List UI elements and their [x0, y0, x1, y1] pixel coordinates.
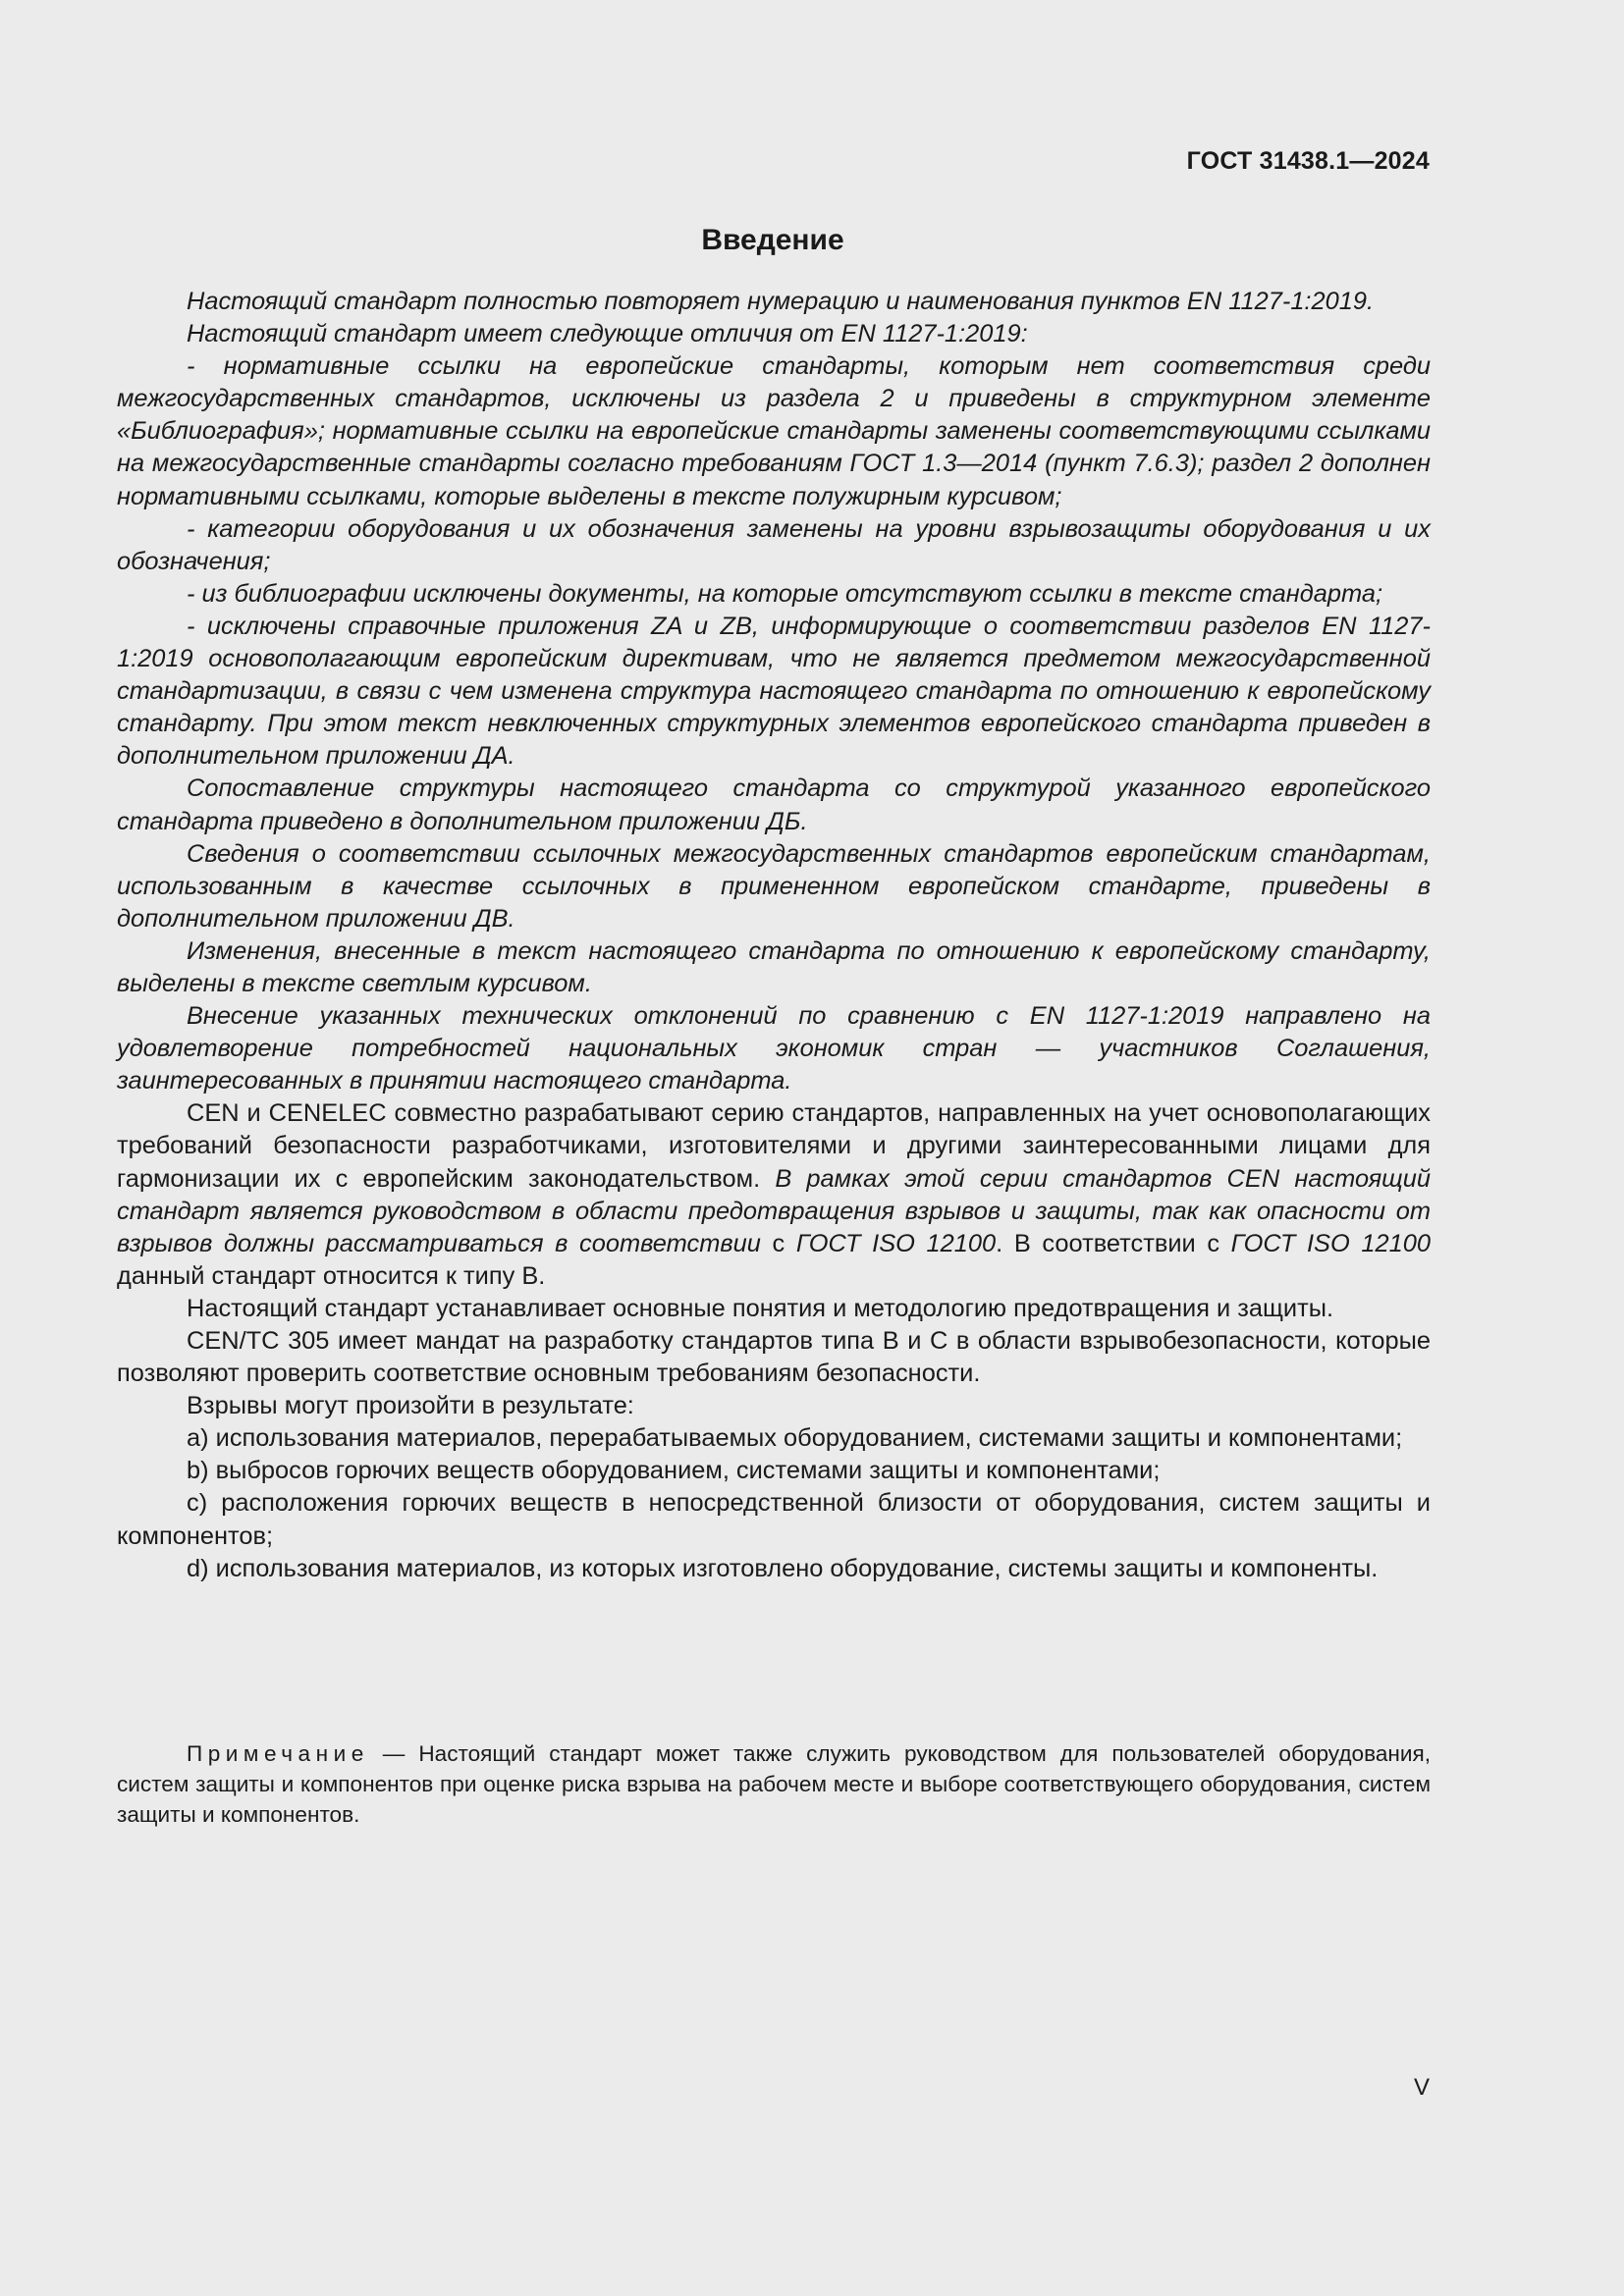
note — [117, 1738, 1431, 1830]
paragraph: Сопоставление структуры настоящего стандарта со структурой указанного европейского стандарта приведено в дополнительном приложении ДБ. — [117, 774, 1431, 835]
note-text: — Настоящий стандарт может также служить руководством для пользователей оборудования, систем защиты и компонентов при оценке риска взрыва на рабочем месте и выборе соответствующего оборудования, систем защиты и компонентов. — [117, 1741, 1431, 1827]
paragraph: Настоящий стандарт полностью повторяет нумерацию и наименования пунктов EN 1127-1:2019. — [187, 288, 1375, 315]
paragraph: Настоящий стандарт устанавливает основные понятия и методологию предотвращения и защиты. — [187, 1294, 1334, 1322]
list-item: - нормативные ссылки на европейские стандарты, которым нет соответствия среди межгосударственных стандартов, исключены из раздела 2 и приведены в структурном элементе «Библиография»; нормативные ссылки на европейские стандарты заменены соответствующими ссылками на межгосударственные стандарты согласно требованиям ГОСТ 1.3—2014 (пункт 7.6.3); раздел 2 дополнен нормативными ссылками, которые выделены в тексте полужирным курсивом; — [117, 352, 1431, 510]
paragraph — [117, 1097, 1431, 1293]
list-item: d) использования материалов, из которых изготовлено оборудование, системы защиты и компоненты. — [187, 1554, 1379, 1582]
list-item: c) расположения горючих веществ в непосредственной близости от оборудования, систем защиты и компонентов; — [117, 1489, 1431, 1550]
list-item: - исключены справочные приложения ZA и ZB, информирующие о соответствии разделов EN 1127-1:2019 основополагающим европейским директивам, что не является предметом межгосударственной стандартизации, в связи с чем изменена структура настоящего стандарта по отношению к европейскому стандарту. При этом текст невключенных структурных элементов европейского стандарта приведен в дополнительном приложении ДА. — [117, 612, 1431, 771]
document-code: ГОСТ 31438.1—2024 — [1186, 147, 1430, 175]
paragraph: Сведения о соответствии ссылочных межгосударственных стандартов европейским стандартам, использованным в качестве ссылочных в примененном европейском стандарте, приведены в дополнительном приложении ДВ. — [117, 839, 1431, 933]
note-label: Примечание — [187, 1741, 369, 1766]
paragraph: Взрывы могут произойти в результате: — [187, 1392, 634, 1420]
list-item: - из библиографии исключены документы, на которые отсутствуют ссылки в тексте стандарта; — [187, 579, 1383, 608]
list-item: b) выбросов горючих веществ оборудованием, системами защиты и компонентами; — [187, 1457, 1161, 1485]
list-item: - категории оборудования и их обозначения заменены на уровни взрывозащиты оборудования и их обозначения; — [117, 514, 1431, 575]
paragraph-text: CEN и CENELEC совместно разрабатывают серию стандартов, направленных на учет основополагающих требований безопасности разработчиками, изготовителями и другими заинтересованными лицами для гармонизации их с европейским законодательством. — [117, 1099, 1431, 1193]
paragraph: CEN/TC 305 имеет мандат на разработку стандартов типа В и С в области взрывобезопасности, которые позволяют проверить соответствие основным требованиям безопасности. — [117, 1327, 1431, 1388]
page-number: V — [1413, 2074, 1430, 2101]
standard-reference: ГОСТ ISO 12100 — [795, 1229, 997, 1257]
paragraph-text: с — [760, 1229, 796, 1257]
standard-reference: ГОСТ ISO 12100 — [1230, 1229, 1431, 1257]
paragraph: Настоящий стандарт имеет следующие отличия от EN 1127-1:2019: — [187, 320, 1028, 348]
list-item: a) использования материалов, перерабатываемых оборудованием, системами защиты и компонентами; — [187, 1424, 1403, 1453]
body-text — [117, 286, 1431, 1585]
paragraph-text: данный стандарт относится к типу В. — [117, 1261, 546, 1290]
paragraph-text-italic: В рамках этой серии стандартов CEN настоящий стандарт является руководством в области предотвращения взрывов и защиты, так как опасности от взрывов должны рассматриваться в соответствии — [117, 1164, 1431, 1257]
paragraph: Внесение указанных технических отклонений по сравнению с EN 1127-1:2019 направлено на удовлетворение потребностей национальных экономик стран — участников Соглашения, заинтересованных в принятии настоящего стандарта. — [117, 1002, 1431, 1095]
paragraph: Изменения, внесенные в текст настоящего стандарта по отношению к европейскому стандарту, выделены в тексте светлым курсивом. — [117, 936, 1431, 997]
section-title: Введение — [701, 224, 844, 256]
paragraph-text: . В соответствии с — [996, 1229, 1231, 1257]
